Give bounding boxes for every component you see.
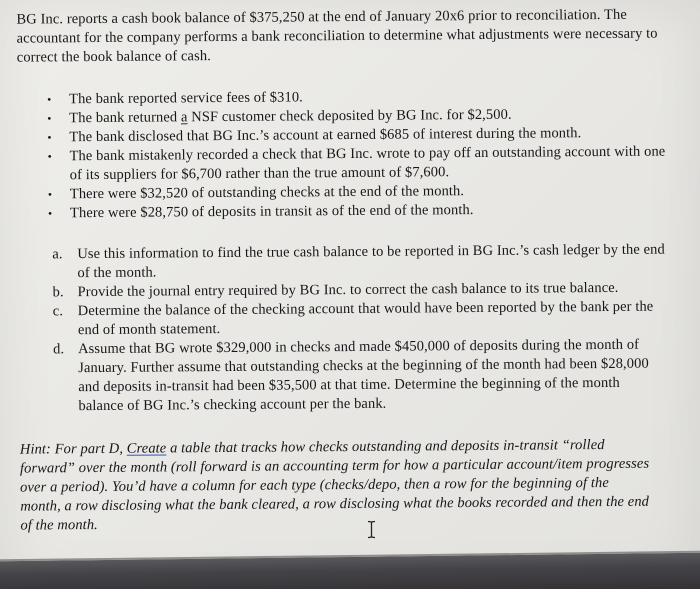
question-label: b. xyxy=(52,284,64,301)
bullet-text-segment: NSF customer check deposited by BG Inc. for $2,500. xyxy=(187,106,512,126)
hint-text-segment: a table that tracks how checks outstanding and deposits in-transit “rolled forward” over the month (roll forward is an accounting term for how a particular account/item progresses over a period). You’d have a column for each type (checks/depo, then a row for the beginning of the month, a row disclosing what the bank cleared, a row disclosing what the books recorded and then the end of the month. xyxy=(19,437,650,534)
question-text: Assume that BG wrote $329,000 in checks and made $450,000 of deposits during the month of January. Further assume that outstanding checks at the beginning of the month had been $28,000 and deposits in-transit had been $35,500 at that time. Determine the beginning of the month balance of BG Inc.’s checking account per the bank. xyxy=(77,336,649,415)
question-text: Determine the balance of the checking account that would have been reported by the bank per the end of month statement. xyxy=(77,298,654,339)
create-link[interactable]: Create xyxy=(126,440,167,457)
question-label: a. xyxy=(52,246,63,263)
list-item xyxy=(47,143,665,186)
question-list xyxy=(18,241,667,417)
list-item xyxy=(48,200,666,224)
question-text: Use this information to find the true cash balance to be reported in BG Inc.’s cash ledger by the end of the month. xyxy=(77,241,665,282)
hint-text-segment: Hint: For part D, xyxy=(19,440,127,458)
bullet-text: There were $28,750 of deposits in transit as of the end of the month. xyxy=(69,202,474,222)
question-item-a xyxy=(52,241,666,284)
bullet-text-segment: The bank returned xyxy=(69,109,182,127)
bullet-icon: • xyxy=(47,149,52,164)
hint-paragraph xyxy=(20,436,669,536)
underlined-word: a xyxy=(180,109,188,126)
question-text: Provide the journal entry required by BG Inc. to correct the cash balance to its true balance. xyxy=(77,279,619,301)
bullet-icon: • xyxy=(47,187,53,202)
bullet-text: The bank disclosed that BG Inc.’s account at earned $685 of interest during the month. xyxy=(69,125,582,146)
photo-edge-band xyxy=(0,551,700,589)
bullet-list xyxy=(17,86,666,224)
bullet-icon: • xyxy=(47,92,52,107)
intro-paragraph: BG Inc. reports a cash book balance of $375,250 at the end of January 20x6 prior to reconciliation. The accountant for the company performs a bank reconciliation to determine what adjustments were necessary to correct the book balance of cash. xyxy=(16,6,658,66)
bullet-icon: • xyxy=(47,206,53,221)
bullet-text: There were $32,520 of outstanding checks at the end of the month. xyxy=(69,183,465,203)
question-label: d. xyxy=(52,341,65,358)
question-label: c. xyxy=(52,303,64,320)
bullet-text: The bank mistakenly recorded a check that BG Inc. wrote to pay off an outstanding account with one of its suppliers for $6,700 rather than the true amount of $7,600. xyxy=(69,143,666,184)
text-cursor-icon xyxy=(366,520,377,539)
bullet-text: The bank reported service fees of $310. xyxy=(69,89,303,108)
question-item-c xyxy=(53,298,667,341)
bullet-icon: • xyxy=(47,111,52,126)
bullet-icon: • xyxy=(47,130,52,145)
question-item-d xyxy=(53,336,668,417)
